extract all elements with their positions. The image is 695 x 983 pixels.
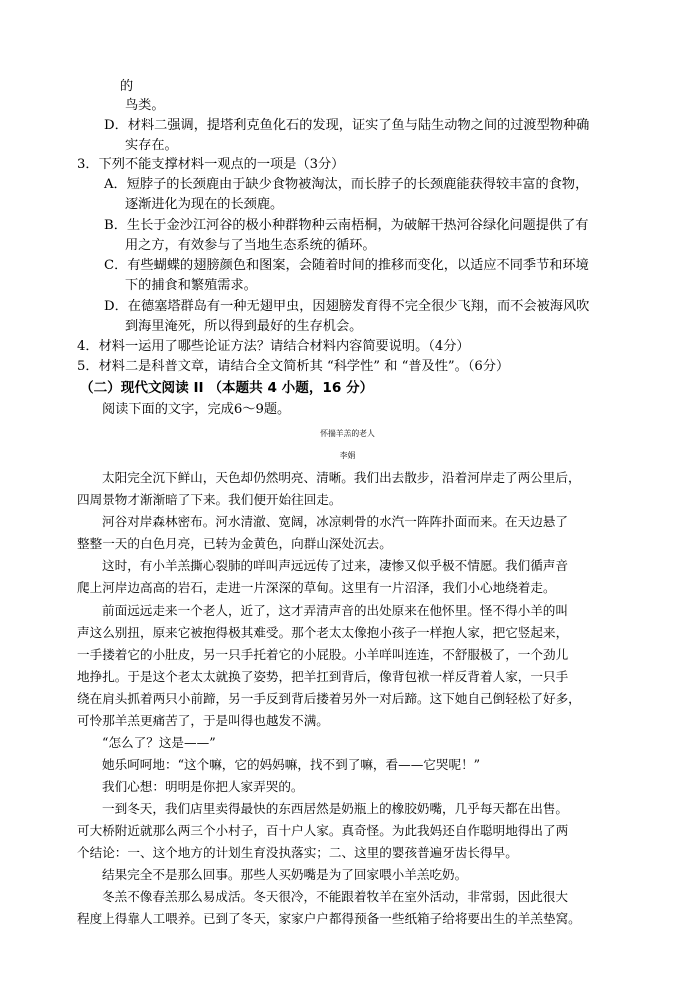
passage-line: 她乐呵呵地：“这个嘛，它的妈妈嘛，找不到了嘛，看——它哭呢！” (102, 757, 481, 772)
question-3: 3．下列不能支撑材料一观点的一项是（3分） (77, 157, 345, 172)
option-b: B．生长于金沙江河谷的极小种群物种云南梧桐，为破解干热河谷绿化问题提供了有 (104, 218, 589, 233)
passage-line: 绕在肩头抓着两只小前蹄，另一手反到背后搂着另外一对后蹄。这下她自己倒轻松了好多， (77, 691, 581, 706)
option-a: A．短脖子的长颈鹿由于缺少食物被淘汰，而长脖子的长颈鹿能获得较丰富的食物， (104, 177, 589, 192)
text-line: 实存在。 (125, 138, 178, 153)
text-line: 逐渐进化为现在的长颈鹿。 (125, 197, 284, 212)
option-c: C．有些蝴蝶的翅膀颜色和图案，会随着时间的推移而变化，以适应不同季节和环境 (104, 258, 589, 273)
passage-line: “怎么了？这是——” (102, 735, 216, 750)
passage-line: 声这么别扭，原来它被抱得极其难受。那个老太太像抱小孩子一样抱人家，把它竖起来， (77, 625, 569, 640)
passage-line: 前面远远走来一个老人，近了，这才弄清声音的出处原来在他怀里。怪不得小羊的叫 (102, 603, 568, 618)
passage-author: 李娟 (339, 451, 356, 460)
passage-line: 这时，有小羊羔撕心裂肺的咩叫声远远传了过来，凄惨又似乎极不情愿。我们循声音 (102, 558, 568, 573)
passage-line: 四周景物才渐渐暗了下来。我们便开始往回走。 (77, 492, 342, 507)
question-4: 4．材料一运用了哪些论证方法？请结合材料内容简要说明。（4分） (77, 339, 470, 354)
text-line: 用之方，有效参与了当地生态系统的循环。 (125, 238, 376, 253)
passage-line: 可怜那羊羔更痛苦了，于是叫得也越发不满。 (77, 713, 329, 728)
passage-line: 个结论：一、这个地方的计划生育没执落实；二、这里的婴孩普遍牙齿长得早。 (77, 845, 518, 860)
passage-line: 整整一天的白色月亮，已转为金黄色，向群山深处沉去。 (77, 536, 392, 551)
passage-line: 程度上得靠人工喂养。已到了冬天，家家户户都得预备一些纸箱子给将要出生的羊羔垫窝。 (77, 911, 581, 926)
passage-line: 河谷对岸森林密布。河水清澈、宽阔，冰凉刺骨的水汽一阵阵扑面而来。在天边悬了 (102, 514, 568, 529)
passage-line: 太阳完全沉下鲜山，天色却仍然明亮、清晰。我们出去散步，沿着河岸走了两公里后， (102, 470, 581, 485)
section-heading: （二）现代文阅读 II （本题共 4 小题，16 分） (80, 380, 374, 396)
passage-line: 结果完全不是那么回事。那些人买奶嘴是为了回家喂小羊羔吃奶。 (102, 867, 468, 882)
option-d: D．材料二强调，提塔利克鱼化石的发现，证实了鱼与陆生动物之间的过渡型物种确 (104, 118, 590, 133)
instruction: 阅读下面的文字，完成6～9题。 (102, 402, 291, 417)
passage-line: 冬羔不像春羔那么易成活。冬天很冷，不能跟着牧羊在室外活动，非常弱，因此很大 (102, 889, 568, 904)
passage-line: 爬上河岸边高高的岩石，走进一片深深的草甸。这里有一片沼泽，我们小心地绕着走。 (77, 580, 556, 595)
passage-line: 我们心想：明明是你把人家弄哭的。 (102, 779, 304, 794)
text-line: 鸟类。 (125, 98, 165, 113)
text-line: 下的捕食和繁殖需求。 (125, 278, 257, 293)
question-5: 5．材料二是科普文章，请结合全文简析其 “科学性” 和 “普及性”。（6分） (77, 359, 510, 374)
passage-line: 可大桥附近就那么两三个小村子，百十户人家。真奇怪。为此我妈还自作聪明地得出了两 (77, 823, 569, 838)
option-d: D．在德塞塔群岛有一种无翅甲虫，因翅膀发育得不完全很少飞翔，而不会被海风吹 (104, 299, 590, 314)
passage-line: 地挣扎。于是这个老太太就换了姿势，把羊扛到背后，像背包袱一样反背着人家，一只手 (77, 669, 569, 684)
passage-line: 一手搂着它的小肚皮，另一只手托着它的小屁股。小羊咩叫连连，不舒服极了，一个劲儿 (77, 647, 569, 662)
passage-title: 怀揣羊羔的老人 (320, 429, 375, 438)
text-line: 的 (120, 79, 134, 94)
text-line: 到海里淹死，所以得到最好的生存机会。 (125, 319, 363, 334)
passage-line: 一到冬天，我们店里卖得最快的东西居然是奶瓶上的橡胶奶嘴，几乎每天都在出售。 (102, 801, 568, 816)
